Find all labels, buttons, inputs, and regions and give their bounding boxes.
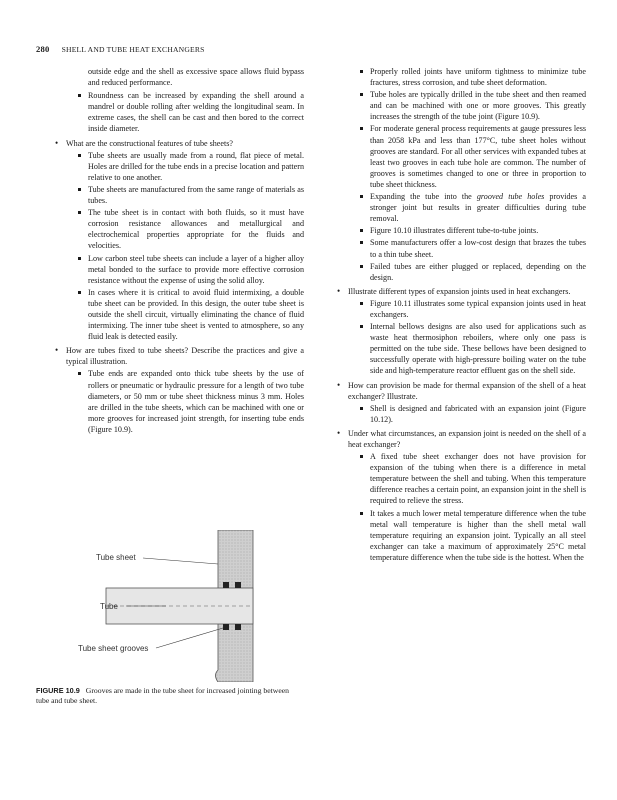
bullet-item: Low carbon steel tube sheets can include a layer of a higher alloy metal bonded to the surface to provide more effective corrosion resistance without the expense of using the solid alloy. [48, 253, 304, 286]
bullet-item: Internal bellows designs are also used for applications such as waste heat thermosiphon reboilers, where only one pass is permitted on the tube side. These bellows have been designed to successfully operate with high-pressure boiling water on the tube side and high-temperature reactor effluent gas on the shell side. [330, 321, 586, 376]
groove-bottom-2 [235, 624, 241, 630]
bullet-item: Failed tubes are either plugged or replaced, depending on the design. [330, 261, 586, 283]
question: • What are the constructional features of tube sheets? [48, 138, 304, 149]
bullet-item: Some manufacturers offer a low-cost design that brazes the tubes to a thin tube sheet. [330, 237, 586, 259]
bullet-item: A fixed tube sheet exchanger does not have provision for expansion of the tubing when there is a difference in metal temperature between the shell and tubing. When this temperature difference reaches a certain point, an expansion joint in the shell is required to relieve the stress. [330, 451, 586, 506]
continued-text: outside edge and the shell as excessive space allows fluid bypass and reduced performance. [88, 67, 304, 88]
bullet-item: In cases where it is critical to avoid fluid intermixing, a double tube sheet can be provided. In this design, the outer tube sheet is outside the shell circuit, virtually eliminating the chance of fluid intermixing. The inner tube sheet is vented to atmosphere, so any fluid leak is detected easily. [48, 287, 304, 342]
question: • Illustrate different types of expansion joints used in heat exchangers. [330, 286, 586, 297]
bullet-item: Tube sheets are manufactured from the same range of materials as tubes. [48, 184, 304, 206]
question: • Under what circumstances, an expansion joint is needed on the shell of a heat exchanger? [330, 428, 586, 450]
bullet-item: Tube sheets are usually made from a round, flat piece of metal. Holes are drilled for the tube ends in a precise location and pattern relative to one another. [48, 150, 304, 183]
bullet-text: provides a stronger joint but results in greater difficulties during tube removal. [370, 192, 586, 224]
bullet-item: Figure 10.11 illustrates some typical expansion joints used in heat exchangers. [330, 298, 586, 320]
bullet-item: Shell is designed and fabricated with an expansion joint (Figure 10.12). [330, 403, 586, 425]
bullet-item: Figure 10.10 illustrates different tube-to-tube joints. [330, 225, 586, 236]
label-tube-sheet: Tube sheet [96, 553, 136, 562]
figure-10-9-diagram [48, 530, 304, 682]
running-header [36, 44, 205, 54]
caption-number: FIGURE 10.9 [36, 686, 80, 695]
question: • How can provision be made for thermal expansion of the shell of a heat exchanger? Illustrate. [330, 380, 586, 402]
groove-bottom-1 [223, 624, 229, 630]
question: • How are tubes fixed to tube sheets? Describe the practices and give a typical illustration. [48, 345, 304, 367]
bullet-item: Tube holes are typically drilled in the tube sheet and then reamed and can be machined with one or more grooves. This greatly increases the strength of the tube joint (Figure 10.9). [330, 89, 586, 122]
bullet-item: Properly rolled joints have uniform tightness to minimize tube fractures, stress corrosion, and tube sheet deformation. [330, 66, 586, 88]
figure-caption [36, 686, 304, 706]
left-column [48, 66, 304, 436]
bullet-item: The tube sheet is in contact with both fluids, so it must have corrosion resistance allowances and metallurgical and electrochemical properties appropriate for the fluids and velocities. [48, 207, 304, 251]
right-column [330, 66, 586, 564]
bullet-item: For moderate general process requirements at gauge pressures less than 2058 kPa and less than 177°C, tube sheet holes without grooves are standard. For all other services with expanded tubes at least two grooves in each tube hole are common. The number of grooves is sometimes changed to one or three in proportion to tube sheet thickness. [330, 123, 586, 190]
groove-top-2 [235, 582, 241, 588]
caption-text: Grooves are made in the tube sheet for increased jointing between tube and tube sheet. [36, 686, 290, 705]
bullet-text: Expanding the tube into the [370, 192, 477, 202]
emphasis-text: grooved tube holes [476, 192, 545, 202]
bullet-item: Roundness can be increased by expanding the shell around a mandrel or double rolling after welding the longitudinal seam. In extreme cases, the shell can be cast and then bored to the correct inside diameter. [48, 90, 304, 134]
label-tube-sheet-grooves: Tube sheet grooves [78, 644, 149, 653]
bullet-item: Tube ends are expanded onto thick tube sheets by the use of rollers or pneumatic or hydraulic pressure for a length of two tube diameters, or 50 mm or tube sheet thickness minus 3 mm. Holes are drilled in the tube sheets, which can be machined with one or more grooves for increased joint strength, for inserting tube ends (Figure 10.9). [48, 368, 304, 435]
page-number: 280 [36, 44, 50, 54]
bullet-item [330, 191, 586, 224]
label-tube: Tube [100, 602, 118, 611]
bullet-item: It takes a much lower metal temperature difference when the tube metal wall temperature is higher than the shell metal wall temperature requiring an expansion joint. Typically an all steel exchanger can take a maximum of approximately 25°C metal temperature difference when the tube side is the hottest. When the [330, 508, 586, 563]
groove-top-1 [223, 582, 229, 588]
running-title: SHELL AND TUBE HEAT EXCHANGERS [61, 45, 205, 54]
